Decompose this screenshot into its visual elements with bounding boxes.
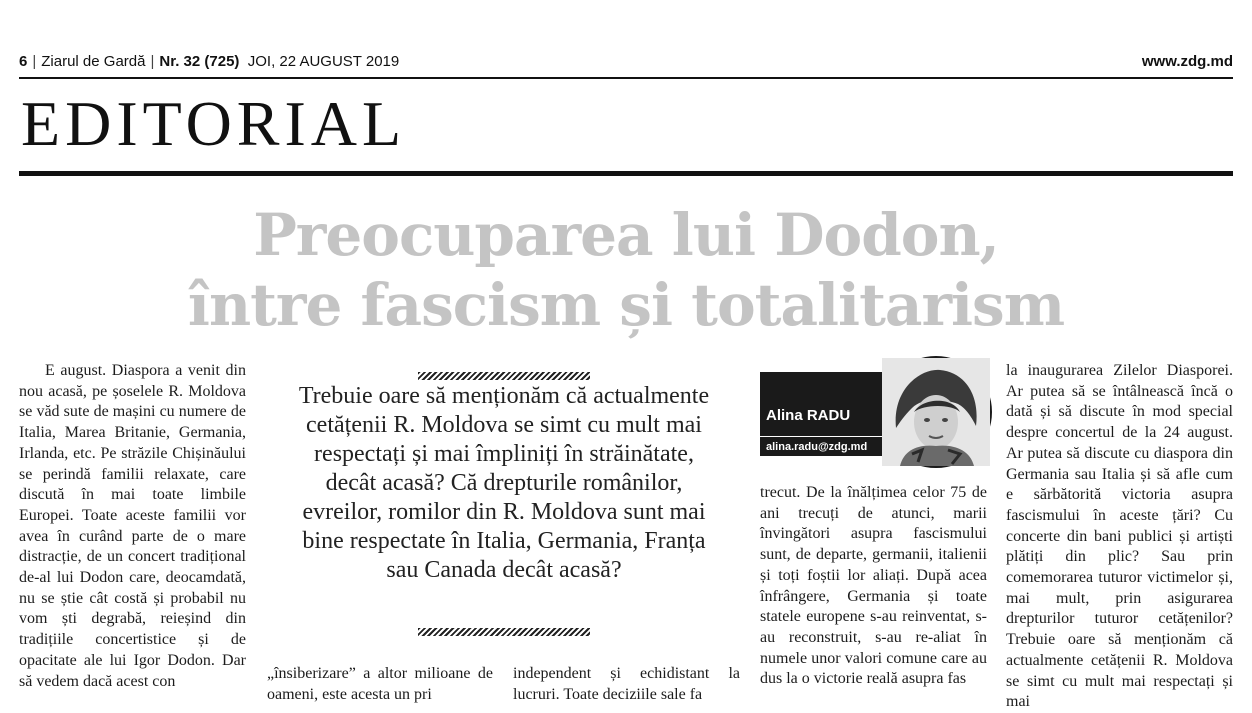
author-photo-icon [882, 358, 990, 466]
page-number: 6 [19, 53, 28, 70]
column-text: „însiberizare” a altor milioane de oameni, este acesta un pri [267, 665, 493, 703]
headline-line-1: Preocuparea lui Dodon, [253, 201, 999, 269]
header-rule [19, 77, 1233, 79]
masthead-left [19, 52, 399, 72]
issue-date: JOI, 22 AUGUST 2019 [247, 53, 400, 70]
author-divider [760, 436, 892, 437]
issue-number: Nr. 32 (725) [159, 53, 240, 70]
quote-divider-top [418, 372, 590, 380]
column-text: independent și echidistant la lucruri. Toate deciziile sale fa [513, 665, 740, 703]
article-headline [80, 200, 1172, 340]
author-email[interactable]: alina.radu@zdg.md [766, 441, 868, 453]
paper-name: Ziarul de Gardă [41, 53, 146, 70]
website-link[interactable]: www.zdg.md [1141, 53, 1233, 70]
section-title: EDITORIAL [21, 88, 407, 159]
author-avatar [880, 356, 992, 468]
section-rule [19, 171, 1233, 176]
article-column-2 [267, 664, 493, 705]
headline-line-2: între fascism și totalitarism [187, 271, 1065, 339]
article-column-4 [760, 483, 987, 690]
column-text: E august. Diaspora a venit din nou acasă, pe șoselele R. Moldova se văd sute de mașini cu numere de Italia, Marea Britanie, Germania, Irlanda, etc. Pe străzile Chișinăului se perindă familii relaxate, care discută în mai toate limbile Europei. Toate aceste familii vor avea în curând parte de o mare distracție, de un concert tradițional de-al lui Dodon care, deocamdată, nu se știe cât costă și probabil nu vom ști degrabă, reieșind din tradițiile concertistice și de opacitate ale lui Igor Dodon. Dar să vedem dacă acest con [19, 362, 246, 690]
pull-quote: Trebuie oare să menționăm că actualmente cetățenii R. Moldova se simt cu mult mai respectați și mai împliniți în străinătate, decât acasă? Că drepturile românilor, evreilor, romilor din R. Moldova sunt mai bine respectate în Italia, Germania, Franța sau Canada decât acasă? [298, 383, 710, 583]
quote-divider-bottom [418, 628, 590, 636]
article-column-1 [19, 361, 246, 692]
author-name: Alina RADU [766, 407, 851, 424]
separator: | [32, 53, 37, 70]
column-text: la inaugurarea Zilelor Diasporei. Ar putea să se întâlnească încă o dată și să discute în mod special despre concertul de la 24 august. Ar putea să discute cu diaspora din Germania sau Italia și să afle cum e sărbătorită victoria asupra fascismului în aceste țări? Cu concerte din bani publici și artiști plătiți din plic? Sau prin comemorarea tuturor victimelor și, mai mult, prin asigurarea drepturilor tuturor cetățenilor? Trebuie oare să menționăm că actualmente cetățenii R. Moldova se simt cu mult mai respectați și mai [1006, 362, 1233, 711]
article-column-3 [513, 664, 740, 705]
article-column-5 [1006, 361, 1233, 713]
masthead [19, 52, 1233, 74]
separator: | [150, 53, 155, 70]
column-text: trecut. De la înălțimea celor 75 de ani trecuți de atunci, marii învingători asupra fascismului sunt, de departe, germanii, italienii și toți foștii lor aliați. După acea înfrângere, Germania și toate statele europene s-au reinventat, s-au reconstruit, s-au re-aliat în numele unor valori comune care au dus la o victorie reală asupra fas [760, 484, 987, 688]
